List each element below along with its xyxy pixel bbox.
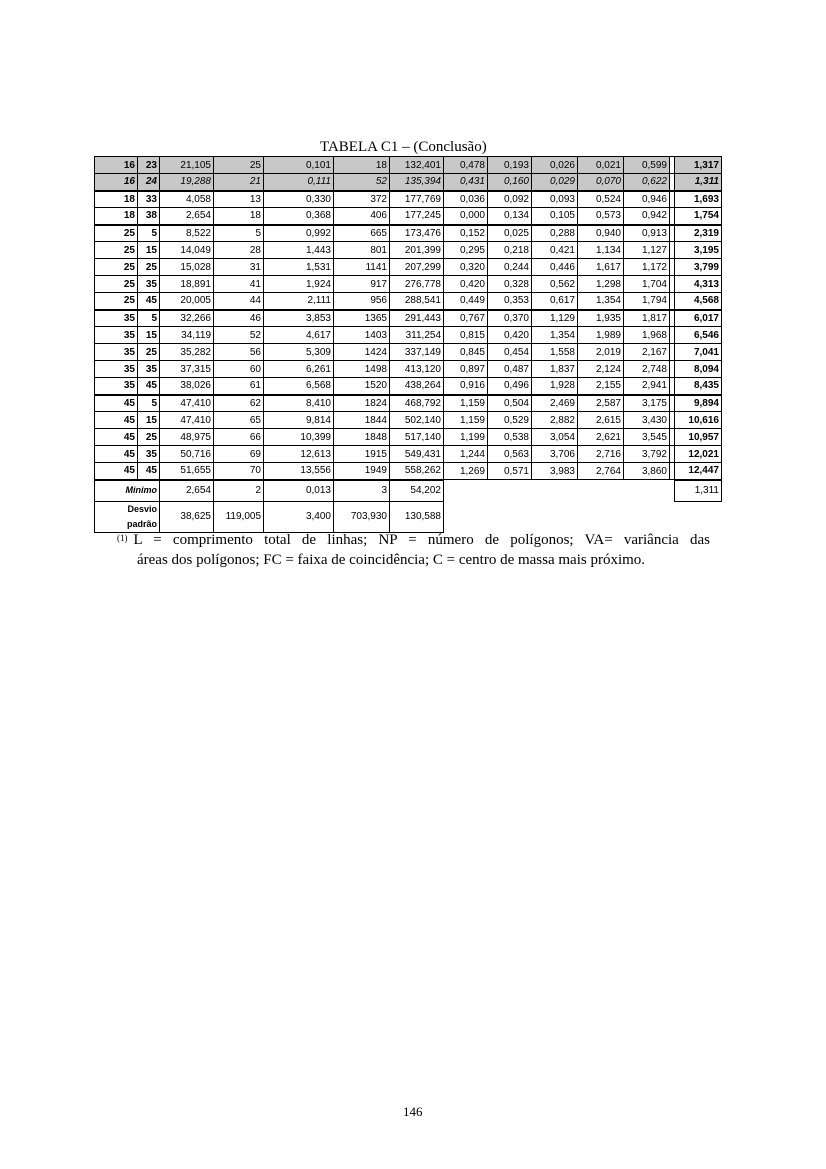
table-cell: 1,199 bbox=[444, 429, 488, 446]
table-cell: 45 bbox=[95, 463, 138, 480]
table-cell: 2,654 bbox=[160, 208, 214, 225]
table-cell: 1,817 bbox=[624, 310, 670, 327]
table-cell: 0,244 bbox=[488, 259, 532, 276]
table-cell: 8,435 bbox=[675, 378, 722, 395]
table-cell: 0,487 bbox=[488, 361, 532, 378]
table-cell: 24 bbox=[138, 174, 160, 191]
table-cell: 0,000 bbox=[444, 208, 488, 225]
table-cell: 10,399 bbox=[264, 429, 334, 446]
table-cell: 6,546 bbox=[675, 327, 722, 344]
table-cell: 0,111 bbox=[264, 174, 334, 191]
table-cell: 1,531 bbox=[264, 259, 334, 276]
table-cell: 8,522 bbox=[160, 225, 214, 242]
table-cell: 2,587 bbox=[578, 395, 624, 412]
desvio-cell: 3,400 bbox=[264, 501, 334, 532]
table-cell: 9,814 bbox=[264, 412, 334, 429]
table-cell: 14,049 bbox=[160, 242, 214, 259]
table-row bbox=[95, 225, 722, 242]
table-cell: 1498 bbox=[334, 361, 390, 378]
table-cell: 4,568 bbox=[675, 293, 722, 310]
table-row bbox=[95, 344, 722, 361]
table-cell: 7,041 bbox=[675, 344, 722, 361]
table-cell: 917 bbox=[334, 276, 390, 293]
table-cell: 18 bbox=[95, 208, 138, 225]
table-cell: 45 bbox=[95, 412, 138, 429]
minimo-cell: 0,013 bbox=[264, 480, 334, 502]
table-cell: 45 bbox=[138, 293, 160, 310]
table-cell: 25 bbox=[138, 429, 160, 446]
table-cell: 1,159 bbox=[444, 395, 488, 412]
table-cell: 0,946 bbox=[624, 191, 670, 208]
table-cell: 3,545 bbox=[624, 429, 670, 446]
table-cell: 62 bbox=[214, 395, 264, 412]
table-cell: 48,975 bbox=[160, 429, 214, 446]
table-cell: 35 bbox=[95, 378, 138, 395]
table-cell: 1,693 bbox=[675, 191, 722, 208]
table-cell: 549,431 bbox=[390, 446, 444, 463]
table-cell: 1,129 bbox=[532, 310, 578, 327]
table-cell: 0,942 bbox=[624, 208, 670, 225]
table-cell: 0,353 bbox=[488, 293, 532, 310]
table-row bbox=[95, 174, 722, 191]
table-cell: 15,028 bbox=[160, 259, 214, 276]
table-cell: 0,571 bbox=[488, 463, 532, 480]
table-cell: 0,021 bbox=[578, 157, 624, 174]
table-cell: 6,017 bbox=[675, 310, 722, 327]
table-cell: 1,617 bbox=[578, 259, 624, 276]
table-cell: 4,058 bbox=[160, 191, 214, 208]
table-cell: 3,792 bbox=[624, 446, 670, 463]
table-row bbox=[95, 395, 722, 412]
table-cell: 2,882 bbox=[532, 412, 578, 429]
table-cell: 23 bbox=[138, 157, 160, 174]
minimo-cell: 2,654 bbox=[160, 480, 214, 502]
desvio-label: Desvio padrão bbox=[95, 501, 160, 532]
table-cell: 47,410 bbox=[160, 412, 214, 429]
table-row bbox=[95, 412, 722, 429]
desvio-cell: 119,005 bbox=[214, 501, 264, 532]
table-cell: 3,799 bbox=[675, 259, 722, 276]
table-cell: 37,315 bbox=[160, 361, 214, 378]
table-cell: 0,504 bbox=[488, 395, 532, 412]
table-cell: 3,430 bbox=[624, 412, 670, 429]
table-cell: 5,309 bbox=[264, 344, 334, 361]
table-cell: 38,026 bbox=[160, 378, 214, 395]
table-cell: 0,193 bbox=[488, 157, 532, 174]
table-cell: 16 bbox=[95, 157, 138, 174]
table-cell: 46 bbox=[214, 310, 264, 327]
table-cell: 1,558 bbox=[532, 344, 578, 361]
table-cell: 35 bbox=[95, 361, 138, 378]
table-cell: 25 bbox=[95, 242, 138, 259]
table-cell: 0,420 bbox=[444, 276, 488, 293]
table-cell: 1365 bbox=[334, 310, 390, 327]
table-cell: 65 bbox=[214, 412, 264, 429]
minimo-total-cell: 1,311 bbox=[675, 480, 722, 502]
table-cell: 1,754 bbox=[675, 208, 722, 225]
table-cell: 0,295 bbox=[444, 242, 488, 259]
table-cell: 406 bbox=[334, 208, 390, 225]
table-cell: 0,767 bbox=[444, 310, 488, 327]
table-cell: 51,655 bbox=[160, 463, 214, 480]
table-cell: 2,019 bbox=[578, 344, 624, 361]
table-cell: 45 bbox=[95, 395, 138, 412]
table-cell: 0,913 bbox=[624, 225, 670, 242]
table-cell: 0,330 bbox=[264, 191, 334, 208]
table-cell: 44 bbox=[214, 293, 264, 310]
table-cell: 18 bbox=[214, 208, 264, 225]
table-cell: 32,266 bbox=[160, 310, 214, 327]
table-row bbox=[95, 208, 722, 225]
footnote-line-2: áreas dos polígonos; FC = faixa de coincidência; C = centro de massa mais próximo. bbox=[137, 552, 646, 568]
table-cell: 2,469 bbox=[532, 395, 578, 412]
table-cell: 1824 bbox=[334, 395, 390, 412]
table-cell: 25 bbox=[95, 259, 138, 276]
table-row bbox=[95, 259, 722, 276]
table-cell: 1,968 bbox=[624, 327, 670, 344]
desvio-cell: 38,625 bbox=[160, 501, 214, 532]
table-cell: 1,159 bbox=[444, 412, 488, 429]
blank-area bbox=[444, 501, 722, 532]
table-cell: 0,815 bbox=[444, 327, 488, 344]
table-cell: 35 bbox=[138, 446, 160, 463]
table-cell: 0,152 bbox=[444, 225, 488, 242]
table-cell: 35 bbox=[138, 361, 160, 378]
table-cell: 0,421 bbox=[532, 242, 578, 259]
minimo-cell: 54,202 bbox=[390, 480, 444, 502]
table-cell: 35 bbox=[95, 310, 138, 327]
table-cell: 8,094 bbox=[675, 361, 722, 378]
table-cell: 35 bbox=[138, 276, 160, 293]
table-cell: 16 bbox=[95, 174, 138, 191]
table-cell: 52 bbox=[334, 174, 390, 191]
desvio-cell: 703,930 bbox=[334, 501, 390, 532]
table-cell: 3,054 bbox=[532, 429, 578, 446]
table-cell: 3,175 bbox=[624, 395, 670, 412]
minimo-cell: 3 bbox=[334, 480, 390, 502]
table-row bbox=[95, 446, 722, 463]
footnote-line-1: L = comprimento total de linhas; NP = número de polígonos; VA= variância das bbox=[133, 532, 710, 548]
table-cell: 517,140 bbox=[390, 429, 444, 446]
table-cell: 2,748 bbox=[624, 361, 670, 378]
table-cell: 0,845 bbox=[444, 344, 488, 361]
table-cell: 1520 bbox=[334, 378, 390, 395]
table-cell: 10,616 bbox=[675, 412, 722, 429]
table-cell: 135,394 bbox=[390, 174, 444, 191]
minimo-cell: 2 bbox=[214, 480, 264, 502]
table-cell: 801 bbox=[334, 242, 390, 259]
table-cell: 25 bbox=[95, 276, 138, 293]
table-cell: 0,622 bbox=[624, 174, 670, 191]
table-cell: 0,288 bbox=[532, 225, 578, 242]
table-cell: 12,021 bbox=[675, 446, 722, 463]
table-cell: 1141 bbox=[334, 259, 390, 276]
table-cell: 372 bbox=[334, 191, 390, 208]
table-cell: 1,134 bbox=[578, 242, 624, 259]
table-cell: 1,298 bbox=[578, 276, 624, 293]
table-cell: 56 bbox=[214, 344, 264, 361]
table-cell: 35,282 bbox=[160, 344, 214, 361]
table-cell: 1,989 bbox=[578, 327, 624, 344]
table-row bbox=[95, 378, 722, 395]
table-cell: 1,311 bbox=[675, 174, 722, 191]
table-cell: 558,262 bbox=[390, 463, 444, 480]
table-cell: 177,245 bbox=[390, 208, 444, 225]
page-number: 146 bbox=[403, 1104, 423, 1119]
table-cell: 4,617 bbox=[264, 327, 334, 344]
table-cell: 69 bbox=[214, 446, 264, 463]
table-cell: 468,792 bbox=[390, 395, 444, 412]
table-cell: 20,005 bbox=[160, 293, 214, 310]
table-cell: 3,860 bbox=[624, 463, 670, 480]
table-cell: 1403 bbox=[334, 327, 390, 344]
table-cell: 28 bbox=[214, 242, 264, 259]
table-cell: 25 bbox=[95, 225, 138, 242]
table-cell: 0,449 bbox=[444, 293, 488, 310]
table-cell: 0,328 bbox=[488, 276, 532, 293]
table-cell: 0,916 bbox=[444, 378, 488, 395]
table-cell: 0,940 bbox=[578, 225, 624, 242]
table-cell: 25 bbox=[138, 344, 160, 361]
table-cell: 70 bbox=[214, 463, 264, 480]
table-cell: 207,299 bbox=[390, 259, 444, 276]
table-cell: 2,155 bbox=[578, 378, 624, 395]
data-table bbox=[94, 156, 722, 533]
table-cell: 35 bbox=[95, 344, 138, 361]
table-cell: 0,218 bbox=[488, 242, 532, 259]
table-cell: 0,134 bbox=[488, 208, 532, 225]
table-cell: 0,160 bbox=[488, 174, 532, 191]
table-cell: 21,105 bbox=[160, 157, 214, 174]
table-cell: 6,261 bbox=[264, 361, 334, 378]
table-cell: 5 bbox=[214, 225, 264, 242]
table-cell: 1,269 bbox=[444, 463, 488, 480]
table-cell: 0,092 bbox=[488, 191, 532, 208]
table-cell: 1,443 bbox=[264, 242, 334, 259]
table-cell: 33 bbox=[138, 191, 160, 208]
table-row bbox=[95, 157, 722, 174]
table-cell: 956 bbox=[334, 293, 390, 310]
table-cell: 2,941 bbox=[624, 378, 670, 395]
table-cell: 2,124 bbox=[578, 361, 624, 378]
table-cell: 0,478 bbox=[444, 157, 488, 174]
table-cell: 177,769 bbox=[390, 191, 444, 208]
table-cell: 1844 bbox=[334, 412, 390, 429]
table-cell: 0,025 bbox=[488, 225, 532, 242]
table-cell: 502,140 bbox=[390, 412, 444, 429]
table-row bbox=[95, 276, 722, 293]
desvio-row bbox=[95, 501, 722, 532]
table-cell: 31 bbox=[214, 259, 264, 276]
minimo-label: Mínimo bbox=[95, 480, 160, 502]
table-cell: 665 bbox=[334, 225, 390, 242]
table-cell: 0,420 bbox=[488, 327, 532, 344]
footnote bbox=[117, 530, 710, 570]
table-cell: 13,556 bbox=[264, 463, 334, 480]
table-cell: 288,541 bbox=[390, 293, 444, 310]
table-cell: 1,837 bbox=[532, 361, 578, 378]
table-cell: 3,853 bbox=[264, 310, 334, 327]
table-cell: 45 bbox=[95, 429, 138, 446]
table-cell: 0,573 bbox=[578, 208, 624, 225]
table-cell: 21 bbox=[214, 174, 264, 191]
table-cell: 2,621 bbox=[578, 429, 624, 446]
table-row bbox=[95, 242, 722, 259]
table-cell: 0,026 bbox=[532, 157, 578, 174]
table-cell: 173,476 bbox=[390, 225, 444, 242]
table-cell: 1,317 bbox=[675, 157, 722, 174]
table-cell: 50,716 bbox=[160, 446, 214, 463]
table-cell: 1949 bbox=[334, 463, 390, 480]
table-cell: 3,983 bbox=[532, 463, 578, 480]
table-cell: 1,928 bbox=[532, 378, 578, 395]
table-cell: 0,320 bbox=[444, 259, 488, 276]
table-cell: 0,563 bbox=[488, 446, 532, 463]
table-cell: 45 bbox=[138, 463, 160, 480]
table-cell: 6,568 bbox=[264, 378, 334, 395]
table-cell: 45 bbox=[138, 378, 160, 395]
table-cell: 2,716 bbox=[578, 446, 624, 463]
table-cell: 2,615 bbox=[578, 412, 624, 429]
table-cell: 413,120 bbox=[390, 361, 444, 378]
table-cell: 0,070 bbox=[578, 174, 624, 191]
table-cell: 0,101 bbox=[264, 157, 334, 174]
table-cell: 12,613 bbox=[264, 446, 334, 463]
table-cell: 10,957 bbox=[675, 429, 722, 446]
table-cell: 0,562 bbox=[532, 276, 578, 293]
table-cell: 2,319 bbox=[675, 225, 722, 242]
table-cell: 18 bbox=[334, 157, 390, 174]
table-cell: 19,288 bbox=[160, 174, 214, 191]
table-cell: 132,401 bbox=[390, 157, 444, 174]
table-cell: 41 bbox=[214, 276, 264, 293]
table-cell: 0,529 bbox=[488, 412, 532, 429]
table-row bbox=[95, 429, 722, 446]
table-cell: 1,244 bbox=[444, 446, 488, 463]
table-cell: 276,778 bbox=[390, 276, 444, 293]
table-cell: 291,443 bbox=[390, 310, 444, 327]
table-cell: 9,894 bbox=[675, 395, 722, 412]
table-cell: 0,496 bbox=[488, 378, 532, 395]
table-cell: 0,105 bbox=[532, 208, 578, 225]
table-cell: 0,093 bbox=[532, 191, 578, 208]
table-row bbox=[95, 463, 722, 480]
table-cell: 3,195 bbox=[675, 242, 722, 259]
table-cell: 0,992 bbox=[264, 225, 334, 242]
table-cell: 35 bbox=[95, 327, 138, 344]
table-cell: 2,111 bbox=[264, 293, 334, 310]
table-cell: 18 bbox=[95, 191, 138, 208]
table-cell: 0,446 bbox=[532, 259, 578, 276]
table-cell: 311,254 bbox=[390, 327, 444, 344]
table-cell: 47,410 bbox=[160, 395, 214, 412]
table-cell: 0,897 bbox=[444, 361, 488, 378]
table-cell: 15 bbox=[138, 412, 160, 429]
table-cell: 0,370 bbox=[488, 310, 532, 327]
table-cell: 25 bbox=[138, 259, 160, 276]
table-cell: 3,706 bbox=[532, 446, 578, 463]
table-cell: 0,036 bbox=[444, 191, 488, 208]
desvio-cell: 130,588 bbox=[390, 501, 444, 532]
table-row bbox=[95, 310, 722, 327]
table-row bbox=[95, 293, 722, 310]
table-cell: 0,029 bbox=[532, 174, 578, 191]
table-cell: 34,119 bbox=[160, 327, 214, 344]
table-cell: 5 bbox=[138, 310, 160, 327]
table-cell: 1424 bbox=[334, 344, 390, 361]
table-cell: 1,924 bbox=[264, 276, 334, 293]
table-cell: 52 bbox=[214, 327, 264, 344]
table-cell: 38 bbox=[138, 208, 160, 225]
footnote-marker: (1) bbox=[117, 533, 128, 543]
table-title: TABELA C1 – (Conclusão) bbox=[320, 139, 487, 155]
table-cell: 1,127 bbox=[624, 242, 670, 259]
table-cell: 1,935 bbox=[578, 310, 624, 327]
table-cell: 1,794 bbox=[624, 293, 670, 310]
table-cell: 0,431 bbox=[444, 174, 488, 191]
table-cell: 66 bbox=[214, 429, 264, 446]
table-cell: 438,264 bbox=[390, 378, 444, 395]
table-cell: 15 bbox=[138, 242, 160, 259]
table-cell: 25 bbox=[214, 157, 264, 174]
table-cell: 1,354 bbox=[578, 293, 624, 310]
table-row bbox=[95, 191, 722, 208]
table-cell: 1,354 bbox=[532, 327, 578, 344]
table-cell: 0,617 bbox=[532, 293, 578, 310]
table-cell: 60 bbox=[214, 361, 264, 378]
table-row bbox=[95, 361, 722, 378]
table-cell: 8,410 bbox=[264, 395, 334, 412]
table-cell: 1,172 bbox=[624, 259, 670, 276]
table-cell: 1915 bbox=[334, 446, 390, 463]
table-cell: 5 bbox=[138, 395, 160, 412]
table-cell: 15 bbox=[138, 327, 160, 344]
table-cell: 45 bbox=[95, 446, 138, 463]
table-cell: 13 bbox=[214, 191, 264, 208]
table-cell: 12,447 bbox=[675, 463, 722, 480]
table-cell: 1848 bbox=[334, 429, 390, 446]
table-cell: 337,149 bbox=[390, 344, 444, 361]
table-cell: 0,538 bbox=[488, 429, 532, 446]
table-cell: 25 bbox=[95, 293, 138, 310]
table-cell: 1,704 bbox=[624, 276, 670, 293]
table-cell: 4,313 bbox=[675, 276, 722, 293]
table-cell: 5 bbox=[138, 225, 160, 242]
table-cell: 18,891 bbox=[160, 276, 214, 293]
table-cell: 0,454 bbox=[488, 344, 532, 361]
table-cell: 2,764 bbox=[578, 463, 624, 480]
blank-area bbox=[444, 480, 675, 502]
table-cell: 61 bbox=[214, 378, 264, 395]
table-row bbox=[95, 327, 722, 344]
table-cell: 2,167 bbox=[624, 344, 670, 361]
minimo-row bbox=[95, 480, 722, 502]
table-cell: 0,599 bbox=[624, 157, 670, 174]
table-cell: 201,399 bbox=[390, 242, 444, 259]
table-cell: 0,524 bbox=[578, 191, 624, 208]
table-cell: 0,368 bbox=[264, 208, 334, 225]
